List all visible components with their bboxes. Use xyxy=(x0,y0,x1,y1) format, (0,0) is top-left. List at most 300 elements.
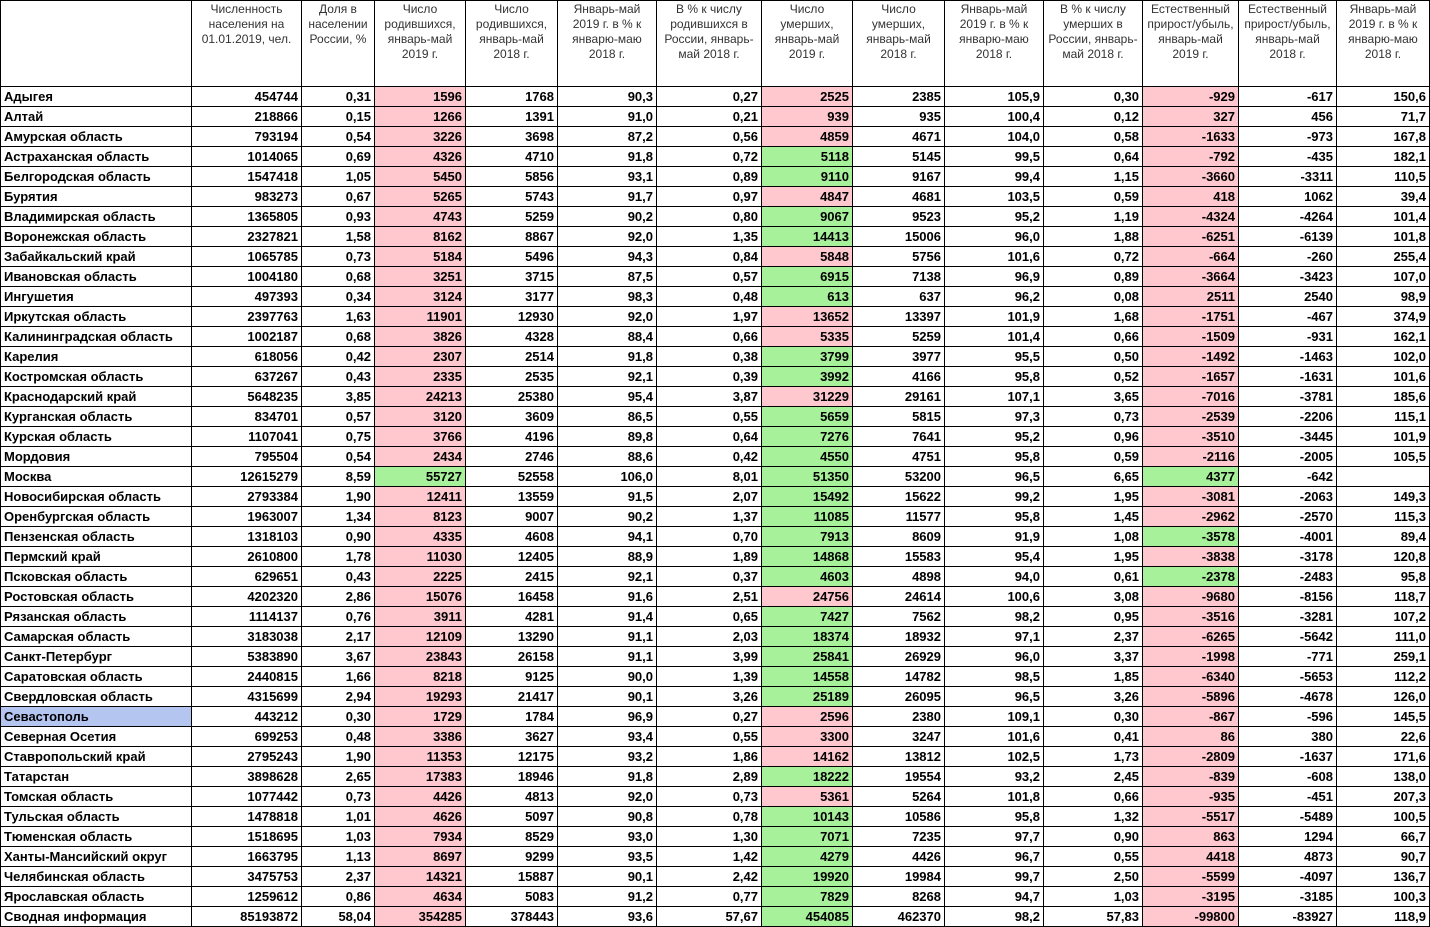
data-cell: 207,3 xyxy=(1337,787,1430,807)
data-cell: 443212 xyxy=(192,707,302,727)
data-cell: 9299 xyxy=(466,847,558,867)
data-cell: 118,9 xyxy=(1337,907,1430,927)
region-name-cell: Оренбургская область xyxy=(1,507,192,527)
data-cell: 100,5 xyxy=(1337,807,1430,827)
region-name-cell: Краснодарский край xyxy=(1,387,192,407)
data-cell: 1266 xyxy=(375,107,466,127)
region-name-cell: Москва xyxy=(1,467,192,487)
table-row xyxy=(1,347,1430,367)
column-header: Январь-май 2019 г. в % к январю-маю 2018 г. xyxy=(558,1,657,87)
data-cell: 3183038 xyxy=(192,627,302,647)
data-cell: 3715 xyxy=(466,267,558,287)
data-cell: 1294 xyxy=(1239,827,1337,847)
data-cell: -2570 xyxy=(1239,507,1337,527)
table-row xyxy=(1,207,1430,227)
data-cell: 1,03 xyxy=(1044,887,1143,907)
column-header: Число умерших, январь-май 2019 г. xyxy=(762,1,853,87)
data-cell: 2415 xyxy=(466,567,558,587)
data-cell: 497393 xyxy=(192,287,302,307)
data-cell: 107,2 xyxy=(1337,607,1430,627)
data-cell: 95,8 xyxy=(945,447,1044,467)
data-cell: 91,1 xyxy=(558,647,657,667)
data-cell: 8268 xyxy=(853,887,945,907)
data-cell: 1,95 xyxy=(1044,487,1143,507)
data-cell: 96,5 xyxy=(945,687,1044,707)
data-cell: 0,96 xyxy=(1044,427,1143,447)
data-cell: -1657 xyxy=(1143,367,1239,387)
data-cell: 90,2 xyxy=(558,207,657,227)
data-cell: 7276 xyxy=(762,427,853,447)
data-cell: 3826 xyxy=(375,327,466,347)
region-name-cell: Белгородская область xyxy=(1,167,192,187)
data-cell: -99800 xyxy=(1143,907,1239,927)
data-cell: 90,8 xyxy=(558,807,657,827)
data-cell: 0,84 xyxy=(657,247,762,267)
region-name-cell: Бурятия xyxy=(1,187,192,207)
data-cell: 454085 xyxy=(762,907,853,927)
data-cell: 104,0 xyxy=(945,127,1044,147)
data-cell: 0,30 xyxy=(1044,707,1143,727)
data-cell: 97,7 xyxy=(945,827,1044,847)
data-cell: 14782 xyxy=(853,667,945,687)
data-cell: 99,7 xyxy=(945,867,1044,887)
data-cell: 1,15 xyxy=(1044,167,1143,187)
data-cell: 19554 xyxy=(853,767,945,787)
data-cell: 4426 xyxy=(375,787,466,807)
data-cell: 1,32 xyxy=(1044,807,1143,827)
data-cell: 0,50 xyxy=(1044,347,1143,367)
data-cell: 6,65 xyxy=(1044,467,1143,487)
region-name-cell: Амурская область xyxy=(1,127,192,147)
data-cell: 2434 xyxy=(375,447,466,467)
data-cell: 2335 xyxy=(375,367,466,387)
data-cell: 629651 xyxy=(192,567,302,587)
data-cell: 91,8 xyxy=(558,347,657,367)
data-cell: 3766 xyxy=(375,427,466,447)
data-cell: 115,3 xyxy=(1337,507,1430,527)
data-cell: 3627 xyxy=(466,727,558,747)
data-cell: 1963007 xyxy=(192,507,302,527)
table-row xyxy=(1,367,1430,387)
data-cell: 94,1 xyxy=(558,527,657,547)
data-cell: 93,1 xyxy=(558,167,657,187)
data-cell: -4097 xyxy=(1239,867,1337,887)
data-cell: 8123 xyxy=(375,507,466,527)
data-cell: 2385 xyxy=(853,87,945,107)
region-name-cell: Татарстан xyxy=(1,767,192,787)
data-cell: 1,39 xyxy=(657,667,762,687)
data-cell: 3,08 xyxy=(1044,587,1143,607)
data-cell: 1,37 xyxy=(657,507,762,527)
data-cell: 93,6 xyxy=(558,907,657,927)
data-cell: 834701 xyxy=(192,407,302,427)
data-cell: 101,9 xyxy=(1337,427,1430,447)
data-cell: 51350 xyxy=(762,467,853,487)
data-cell: 92,1 xyxy=(558,567,657,587)
data-cell: 3247 xyxy=(853,727,945,747)
table-row xyxy=(1,147,1430,167)
data-cell: 1729 xyxy=(375,707,466,727)
data-cell: -771 xyxy=(1239,647,1337,667)
data-cell: 138,0 xyxy=(1337,767,1430,787)
data-cell: 3992 xyxy=(762,367,853,387)
data-cell: 0,93 xyxy=(302,207,375,227)
data-cell: 4603 xyxy=(762,567,853,587)
data-cell: 637267 xyxy=(192,367,302,387)
data-cell: 100,3 xyxy=(1337,887,1430,907)
data-cell: 2540 xyxy=(1239,287,1337,307)
data-cell: 15887 xyxy=(466,867,558,887)
region-name-cell: Пензенская область xyxy=(1,527,192,547)
data-cell: 8697 xyxy=(375,847,466,867)
data-cell: 1,13 xyxy=(302,847,375,867)
column-header: Число родившихся, январь-май 2019 г. xyxy=(375,1,466,87)
data-cell: 4710 xyxy=(466,147,558,167)
column-header: Январь-май 2019 г. в % к январю-маю 2018 г. xyxy=(1337,1,1430,87)
data-cell: -664 xyxy=(1143,247,1239,267)
table-row xyxy=(1,707,1430,727)
data-cell: 0,80 xyxy=(657,207,762,227)
data-cell: 171,6 xyxy=(1337,747,1430,767)
data-cell: 5361 xyxy=(762,787,853,807)
data-cell: 6915 xyxy=(762,267,853,287)
data-cell: 2,94 xyxy=(302,687,375,707)
data-cell: 150,6 xyxy=(1337,87,1430,107)
data-cell: 0,78 xyxy=(657,807,762,827)
data-cell: -1463 xyxy=(1239,347,1337,367)
data-cell: 14868 xyxy=(762,547,853,567)
data-cell: 1,30 xyxy=(657,827,762,847)
data-cell: 5335 xyxy=(762,327,853,347)
table-row xyxy=(1,127,1430,147)
data-cell: -935 xyxy=(1143,787,1239,807)
data-cell: 105,5 xyxy=(1337,447,1430,467)
data-cell: 3698 xyxy=(466,127,558,147)
data-cell: 4315699 xyxy=(192,687,302,707)
data-cell: 101,6 xyxy=(945,727,1044,747)
data-cell: 0,21 xyxy=(657,107,762,127)
data-cell: 4634 xyxy=(375,887,466,907)
region-name-cell: Калининградская область xyxy=(1,327,192,347)
table-row xyxy=(1,867,1430,887)
data-cell: 0,30 xyxy=(1044,87,1143,107)
data-cell: 0,27 xyxy=(657,707,762,727)
table-row xyxy=(1,187,1430,207)
data-cell: 2,86 xyxy=(302,587,375,607)
column-header-region xyxy=(1,1,192,87)
data-cell: 5118 xyxy=(762,147,853,167)
data-cell: 259,1 xyxy=(1337,647,1430,667)
data-cell: 1,01 xyxy=(302,807,375,827)
data-cell: 5856 xyxy=(466,167,558,187)
data-cell: 0,54 xyxy=(302,447,375,467)
data-cell: 1,88 xyxy=(1044,227,1143,247)
data-cell: 5815 xyxy=(853,407,945,427)
data-cell: 5145 xyxy=(853,147,945,167)
data-cell: 3177 xyxy=(466,287,558,307)
data-cell: 2,17 xyxy=(302,627,375,647)
data-cell: 0,89 xyxy=(1044,267,1143,287)
data-cell: 22,6 xyxy=(1337,727,1430,747)
data-cell: 101,4 xyxy=(945,327,1044,347)
data-cell: 0,48 xyxy=(657,287,762,307)
data-cell: 4898 xyxy=(853,567,945,587)
data-cell: 0,64 xyxy=(1044,147,1143,167)
data-cell: -3195 xyxy=(1143,887,1239,907)
data-cell: 0,42 xyxy=(302,347,375,367)
data-cell: 2,50 xyxy=(1044,867,1143,887)
table-row xyxy=(1,107,1430,127)
data-cell: -4324 xyxy=(1143,207,1239,227)
data-cell: 26158 xyxy=(466,647,558,667)
data-cell: 95,4 xyxy=(945,547,1044,567)
region-name-cell: Ростовская область xyxy=(1,587,192,607)
data-cell: 8867 xyxy=(466,227,558,247)
data-cell: -1492 xyxy=(1143,347,1239,367)
data-cell: 699253 xyxy=(192,727,302,747)
data-cell: 0,86 xyxy=(302,887,375,907)
region-name-cell: Ярославская область xyxy=(1,887,192,907)
data-cell: 0,73 xyxy=(1044,407,1143,427)
data-cell: 111,0 xyxy=(1337,627,1430,647)
data-cell: -8156 xyxy=(1239,587,1337,607)
data-cell: 91,4 xyxy=(558,607,657,627)
data-cell: 1,90 xyxy=(302,747,375,767)
data-cell: 13812 xyxy=(853,747,945,767)
data-cell: -4264 xyxy=(1239,207,1337,227)
data-cell: 103,5 xyxy=(945,187,1044,207)
data-cell: 0,73 xyxy=(657,787,762,807)
data-cell: 91,8 xyxy=(558,767,657,787)
data-cell: 13397 xyxy=(853,307,945,327)
data-cell: 0,15 xyxy=(302,107,375,127)
region-name-cell: Алтай xyxy=(1,107,192,127)
table-row xyxy=(1,687,1430,707)
data-cell: 100,4 xyxy=(945,107,1044,127)
data-cell: 90,2 xyxy=(558,507,657,527)
data-cell: 935 xyxy=(853,107,945,127)
data-cell: 90,3 xyxy=(558,87,657,107)
data-cell: 90,1 xyxy=(558,687,657,707)
data-cell: 0,57 xyxy=(302,407,375,427)
data-cell xyxy=(1337,467,1430,487)
data-cell: 0,70 xyxy=(657,527,762,547)
data-cell: -1633 xyxy=(1143,127,1239,147)
region-name-cell: Костромская область xyxy=(1,367,192,387)
data-cell: 2,65 xyxy=(302,767,375,787)
table-row xyxy=(1,467,1430,487)
column-header: Число родившихся, январь-май 2018 г. xyxy=(466,1,558,87)
data-cell: 3124 xyxy=(375,287,466,307)
data-cell: 91,6 xyxy=(558,587,657,607)
data-cell: 8,59 xyxy=(302,467,375,487)
data-cell: -260 xyxy=(1239,247,1337,267)
data-cell: 94,3 xyxy=(558,247,657,267)
data-cell: 1,89 xyxy=(657,547,762,567)
data-cell: 618056 xyxy=(192,347,302,367)
data-cell: -929 xyxy=(1143,87,1239,107)
data-cell: 99,5 xyxy=(945,147,1044,167)
data-cell: 0,08 xyxy=(1044,287,1143,307)
data-cell: 3,65 xyxy=(1044,387,1143,407)
data-cell: 4671 xyxy=(853,127,945,147)
data-cell: 9167 xyxy=(853,167,945,187)
data-cell: 3251 xyxy=(375,267,466,287)
data-cell: 0,30 xyxy=(302,707,375,727)
data-cell: 88,9 xyxy=(558,547,657,567)
data-cell: 95,2 xyxy=(945,427,1044,447)
data-cell: 4328 xyxy=(466,327,558,347)
data-cell: 1391 xyxy=(466,107,558,127)
data-cell: 2440815 xyxy=(192,667,302,687)
data-cell: 0,67 xyxy=(302,187,375,207)
data-cell: 613 xyxy=(762,287,853,307)
data-cell: 4426 xyxy=(853,847,945,867)
data-cell: 0,66 xyxy=(1044,787,1143,807)
data-cell: 5383890 xyxy=(192,647,302,667)
data-cell: 57,83 xyxy=(1044,907,1143,927)
data-cell: 2514 xyxy=(466,347,558,367)
data-cell: 101,9 xyxy=(945,307,1044,327)
data-cell: 167,8 xyxy=(1337,127,1430,147)
region-name-cell: Забайкальский край xyxy=(1,247,192,267)
data-cell: 9125 xyxy=(466,667,558,687)
data-cell: 2307 xyxy=(375,347,466,367)
data-cell: 5496 xyxy=(466,247,558,267)
data-cell: 96,7 xyxy=(945,847,1044,867)
data-cell: 0,57 xyxy=(657,267,762,287)
data-cell: 863 xyxy=(1143,827,1239,847)
data-cell: 99,2 xyxy=(945,487,1044,507)
data-cell: 98,2 xyxy=(945,907,1044,927)
data-cell: 1,42 xyxy=(657,847,762,867)
table-row xyxy=(1,567,1430,587)
data-cell: 939 xyxy=(762,107,853,127)
data-cell: 255,4 xyxy=(1337,247,1430,267)
column-header: В % к числу родившихся в России, январь-май 2018 г. xyxy=(657,1,762,87)
data-cell: 1478818 xyxy=(192,807,302,827)
data-cell: -973 xyxy=(1239,127,1337,147)
data-cell: 9110 xyxy=(762,167,853,187)
region-name-cell: Ивановская область xyxy=(1,267,192,287)
data-cell: 106,0 xyxy=(558,467,657,487)
data-cell: -3664 xyxy=(1143,267,1239,287)
data-cell: 86,5 xyxy=(558,407,657,427)
data-cell: -867 xyxy=(1143,707,1239,727)
data-cell: 58,04 xyxy=(302,907,375,927)
data-cell: 15492 xyxy=(762,487,853,507)
data-cell: 24756 xyxy=(762,587,853,607)
data-cell: 1114137 xyxy=(192,607,302,627)
data-cell: 418 xyxy=(1143,187,1239,207)
data-cell: 4859 xyxy=(762,127,853,147)
data-cell: 101,6 xyxy=(1337,367,1430,387)
data-cell: 1002187 xyxy=(192,327,302,347)
data-cell: 2746 xyxy=(466,447,558,467)
table-row xyxy=(1,427,1430,447)
data-cell: 3300 xyxy=(762,727,853,747)
data-cell: 118,7 xyxy=(1337,587,1430,607)
table-row xyxy=(1,547,1430,567)
data-cell: 0,27 xyxy=(657,87,762,107)
data-cell: -1751 xyxy=(1143,307,1239,327)
data-cell: 1,73 xyxy=(1044,747,1143,767)
data-cell: -9680 xyxy=(1143,587,1239,607)
data-cell: 17383 xyxy=(375,767,466,787)
data-cell: 3,67 xyxy=(302,647,375,667)
data-cell: 95,4 xyxy=(558,387,657,407)
data-cell: 16458 xyxy=(466,587,558,607)
data-cell: 1768 xyxy=(466,87,558,107)
data-cell: 25380 xyxy=(466,387,558,407)
data-cell: 5259 xyxy=(466,207,558,227)
data-cell: 1,08 xyxy=(1044,527,1143,547)
data-cell: 1,45 xyxy=(1044,507,1143,527)
data-cell: 96,9 xyxy=(558,707,657,727)
data-cell: 378443 xyxy=(466,907,558,927)
data-cell: -3311 xyxy=(1239,167,1337,187)
data-cell: 8609 xyxy=(853,527,945,547)
data-cell: 94,7 xyxy=(945,887,1044,907)
data-cell: 4743 xyxy=(375,207,466,227)
data-cell: 0,72 xyxy=(1044,247,1143,267)
header-row xyxy=(1,1,1430,87)
data-cell: 1,58 xyxy=(302,227,375,247)
data-cell: 23843 xyxy=(375,647,466,667)
data-cell: -642 xyxy=(1239,467,1337,487)
data-cell: 1,85 xyxy=(1044,667,1143,687)
data-cell: -617 xyxy=(1239,87,1337,107)
data-cell: 14558 xyxy=(762,667,853,687)
data-cell: 1077442 xyxy=(192,787,302,807)
data-cell: 0,61 xyxy=(1044,567,1143,587)
table-row xyxy=(1,447,1430,467)
data-cell: 102,5 xyxy=(945,747,1044,767)
data-cell: 0,55 xyxy=(1044,847,1143,867)
data-cell: 98,3 xyxy=(558,287,657,307)
data-cell: 354285 xyxy=(375,907,466,927)
data-cell: 0,58 xyxy=(1044,127,1143,147)
data-cell: 0,69 xyxy=(302,147,375,167)
data-cell: 5756 xyxy=(853,247,945,267)
data-cell: 2,37 xyxy=(1044,627,1143,647)
table-row xyxy=(1,847,1430,867)
data-cell: -2116 xyxy=(1143,447,1239,467)
data-cell: 2,37 xyxy=(302,867,375,887)
data-cell: 0,43 xyxy=(302,567,375,587)
data-cell: 31229 xyxy=(762,387,853,407)
data-cell: 93,4 xyxy=(558,727,657,747)
data-cell: 26929 xyxy=(853,647,945,667)
data-cell: 18374 xyxy=(762,627,853,647)
data-cell: 15583 xyxy=(853,547,945,567)
table-row xyxy=(1,287,1430,307)
data-cell: 162,1 xyxy=(1337,327,1430,347)
column-header: Численность населения на 01.01.2019, чел. xyxy=(192,1,302,87)
data-cell: 4418 xyxy=(1143,847,1239,867)
data-cell: 18932 xyxy=(853,627,945,647)
data-cell: 0,75 xyxy=(302,427,375,447)
data-cell: 1,19 xyxy=(1044,207,1143,227)
data-cell: 793194 xyxy=(192,127,302,147)
region-name-cell: Северная Осетия xyxy=(1,727,192,747)
data-cell: -6251 xyxy=(1143,227,1239,247)
data-cell: 96,0 xyxy=(945,647,1044,667)
data-cell: 14413 xyxy=(762,227,853,247)
data-cell: 1107041 xyxy=(192,427,302,447)
data-cell: 0,43 xyxy=(302,367,375,387)
data-cell: 90,7 xyxy=(1337,847,1430,867)
